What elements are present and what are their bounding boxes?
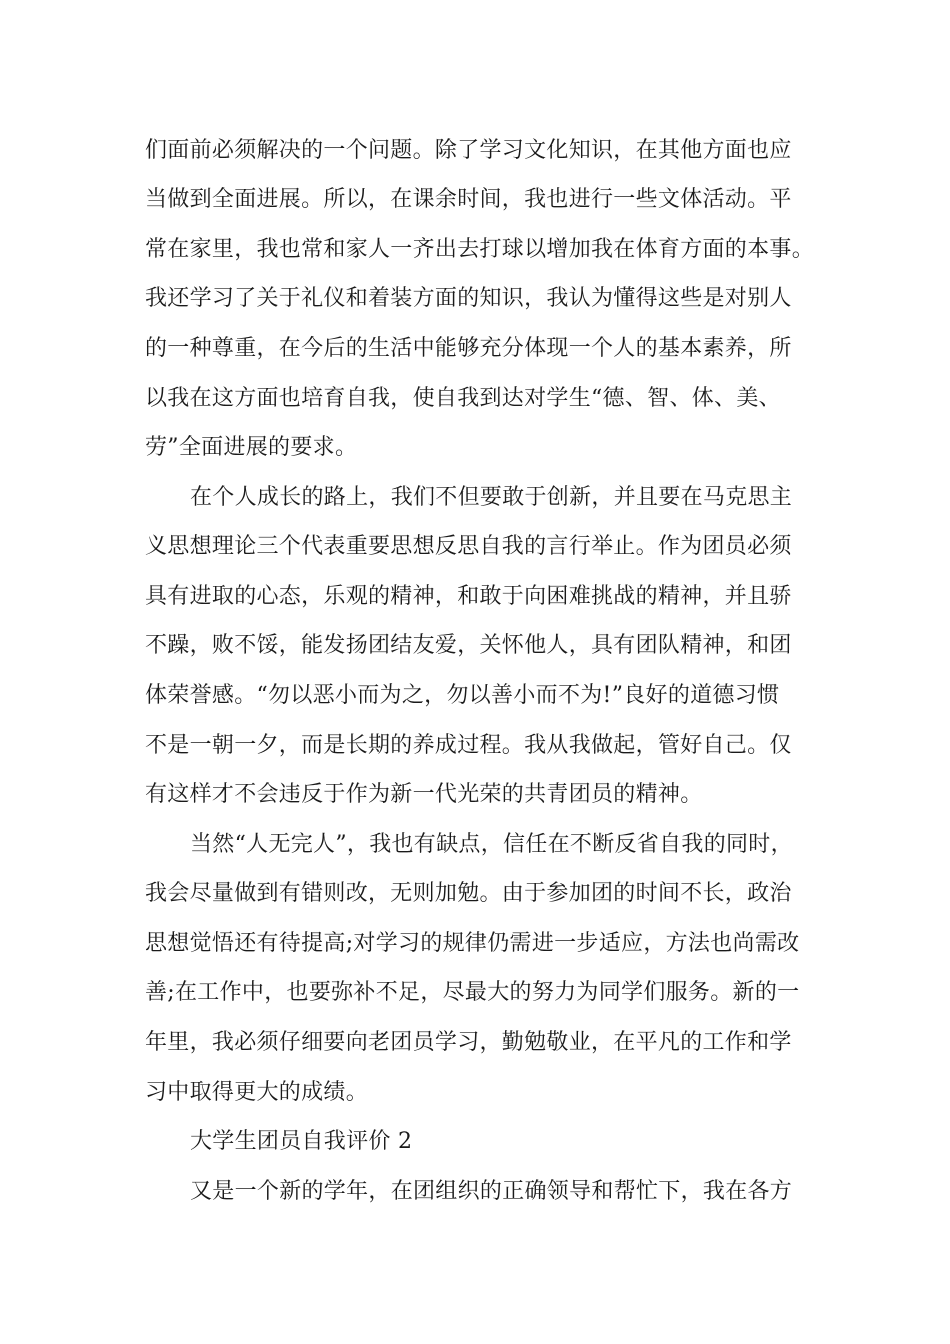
text-line: 年里，我必须仔细要向老团员学习，勤勉敬业，在平凡的工作和学 <box>145 1030 792 1055</box>
text-line: 当做到全面进展。所以，在课余时间，我也进行一些文体活动。平 <box>145 187 792 212</box>
text-line: 常在家里，我也常和家人一齐出去打球以增加我在体育方面的本事。 <box>145 237 815 262</box>
text-line: 的一种尊重，在今后的生活中能够充分体现一个人的基本素养，所 <box>145 336 792 361</box>
text-line: 习中取得更大的成绩。 <box>145 1080 369 1105</box>
paragraph-start-line: 在个人成长的路上，我们不但要敢于创新，并且要在马克思主 <box>190 485 793 510</box>
text-line: 具有进取的心态，乐观的精神，和敢于向困难挑战的精神，并且骄 <box>145 584 792 609</box>
text-line: 有这样才不会违反于作为新一代光荣的共青团员的精神。 <box>145 782 703 807</box>
text-line: 们面前必须解决的一个问题。除了学习文化知识，在其他方面也应 <box>145 138 792 163</box>
paragraph-start-line: 又是一个新的学年，在团组织的正确领导和帮忙下，我在各方 <box>190 1179 793 1204</box>
section-heading: 大学生团员自我评价 2 <box>190 1129 413 1154</box>
text-line: 我会尽量做到有错则改，无则加勉。由于参加团的时间不长，政治 <box>145 881 792 906</box>
text-line: 思想觉悟还有待提高;对学习的规律仍需进一步适应，方法也尚需改 <box>145 931 800 956</box>
text-line: 劳”全面进展的要求。 <box>145 435 358 460</box>
paragraph-start-line: 当然“人无完人”，我也有缺点，信任在不断反省自我的同时， <box>190 832 793 857</box>
text-line: 义思想理论三个代表重要思想反思自我的言行举止。作为团员必须 <box>145 534 792 559</box>
text-line: 体荣誉感。“勿以恶小而为之，勿以善小而不为!”良好的道德习惯 <box>145 683 780 708</box>
text-line: 不躁，败不馁，能发扬团结友爱，关怀他人，具有团队精神，和团 <box>145 633 792 658</box>
text-line: 不是一朝一夕，而是长期的养成过程。我从我做起，管好自己。仅 <box>145 733 792 758</box>
text-line: 以我在这方面也培育自我，使自我到达对学生“德、智、体、美、 <box>145 386 781 411</box>
text-line: 善;在工作中，也要弥补不足，尽最大的努力为同学们服务。新的一 <box>145 980 800 1005</box>
text-line: 我还学习了关于礼仪和着装方面的知识，我认为懂得这些是对别人 <box>145 286 792 311</box>
